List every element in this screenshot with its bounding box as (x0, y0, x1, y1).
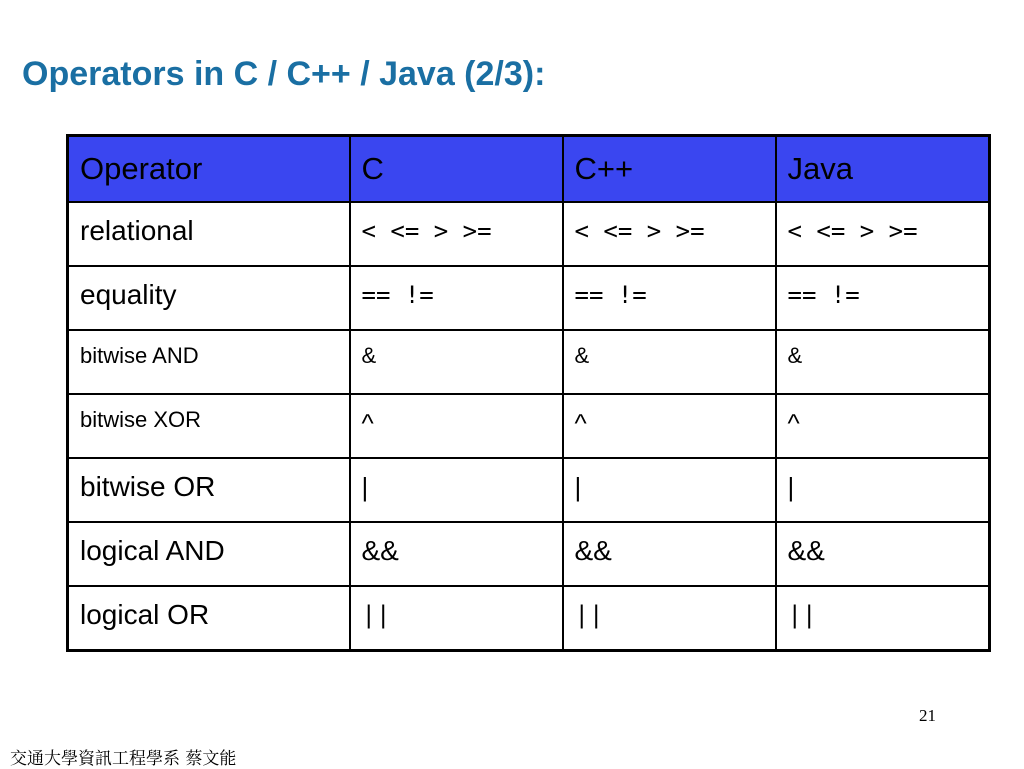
table-row (68, 394, 990, 458)
slide-title: Operators in C / C++ / Java (2/3): (22, 55, 546, 93)
cpp-operator-cell: < <= > >= (563, 202, 776, 266)
footer-credit: 交通大學資訊工程學系 蔡文能 (10, 749, 237, 769)
cpp-operator-cell: == != (563, 266, 776, 330)
operator-name-cell: bitwise AND (68, 330, 350, 394)
operator-name-cell: bitwise OR (68, 458, 350, 522)
operator-name-cell: relational (68, 202, 350, 266)
java-operator-cell: < <= > >= (776, 202, 990, 266)
cpp-operator-cell: & (563, 330, 776, 394)
table-header-row (68, 136, 990, 203)
operator-name-cell: logical AND (68, 522, 350, 586)
java-operator-cell: && (776, 522, 990, 586)
c-operator-cell: < <= > >= (350, 202, 563, 266)
table-row (68, 266, 990, 330)
c-operator-cell: ^ (350, 394, 563, 458)
header-c: C (350, 136, 563, 203)
table-row (68, 458, 990, 522)
cpp-operator-cell: && (563, 522, 776, 586)
java-operator-cell: ^ (776, 394, 990, 458)
header-java: Java (776, 136, 990, 203)
table-row (68, 586, 990, 651)
operators-table (66, 134, 991, 652)
c-operator-cell: | (350, 458, 563, 522)
cpp-operator-cell: || (563, 586, 776, 651)
java-operator-cell: == != (776, 266, 990, 330)
header-cpp: C++ (563, 136, 776, 203)
c-operator-cell: && (350, 522, 563, 586)
c-operator-cell: || (350, 586, 563, 651)
c-operator-cell: & (350, 330, 563, 394)
c-operator-cell: == != (350, 266, 563, 330)
table-row (68, 330, 990, 394)
cpp-operator-cell: ^ (563, 394, 776, 458)
java-operator-cell: || (776, 586, 990, 651)
page-number: 21 (919, 706, 936, 725)
operator-name-cell: bitwise XOR (68, 394, 350, 458)
cpp-operator-cell: | (563, 458, 776, 522)
header-operator: Operator (68, 136, 350, 203)
table-row (68, 522, 990, 586)
operator-name-cell: logical OR (68, 586, 350, 651)
java-operator-cell: | (776, 458, 990, 522)
java-operator-cell: & (776, 330, 990, 394)
operator-name-cell: equality (68, 266, 350, 330)
table-row (68, 202, 990, 266)
